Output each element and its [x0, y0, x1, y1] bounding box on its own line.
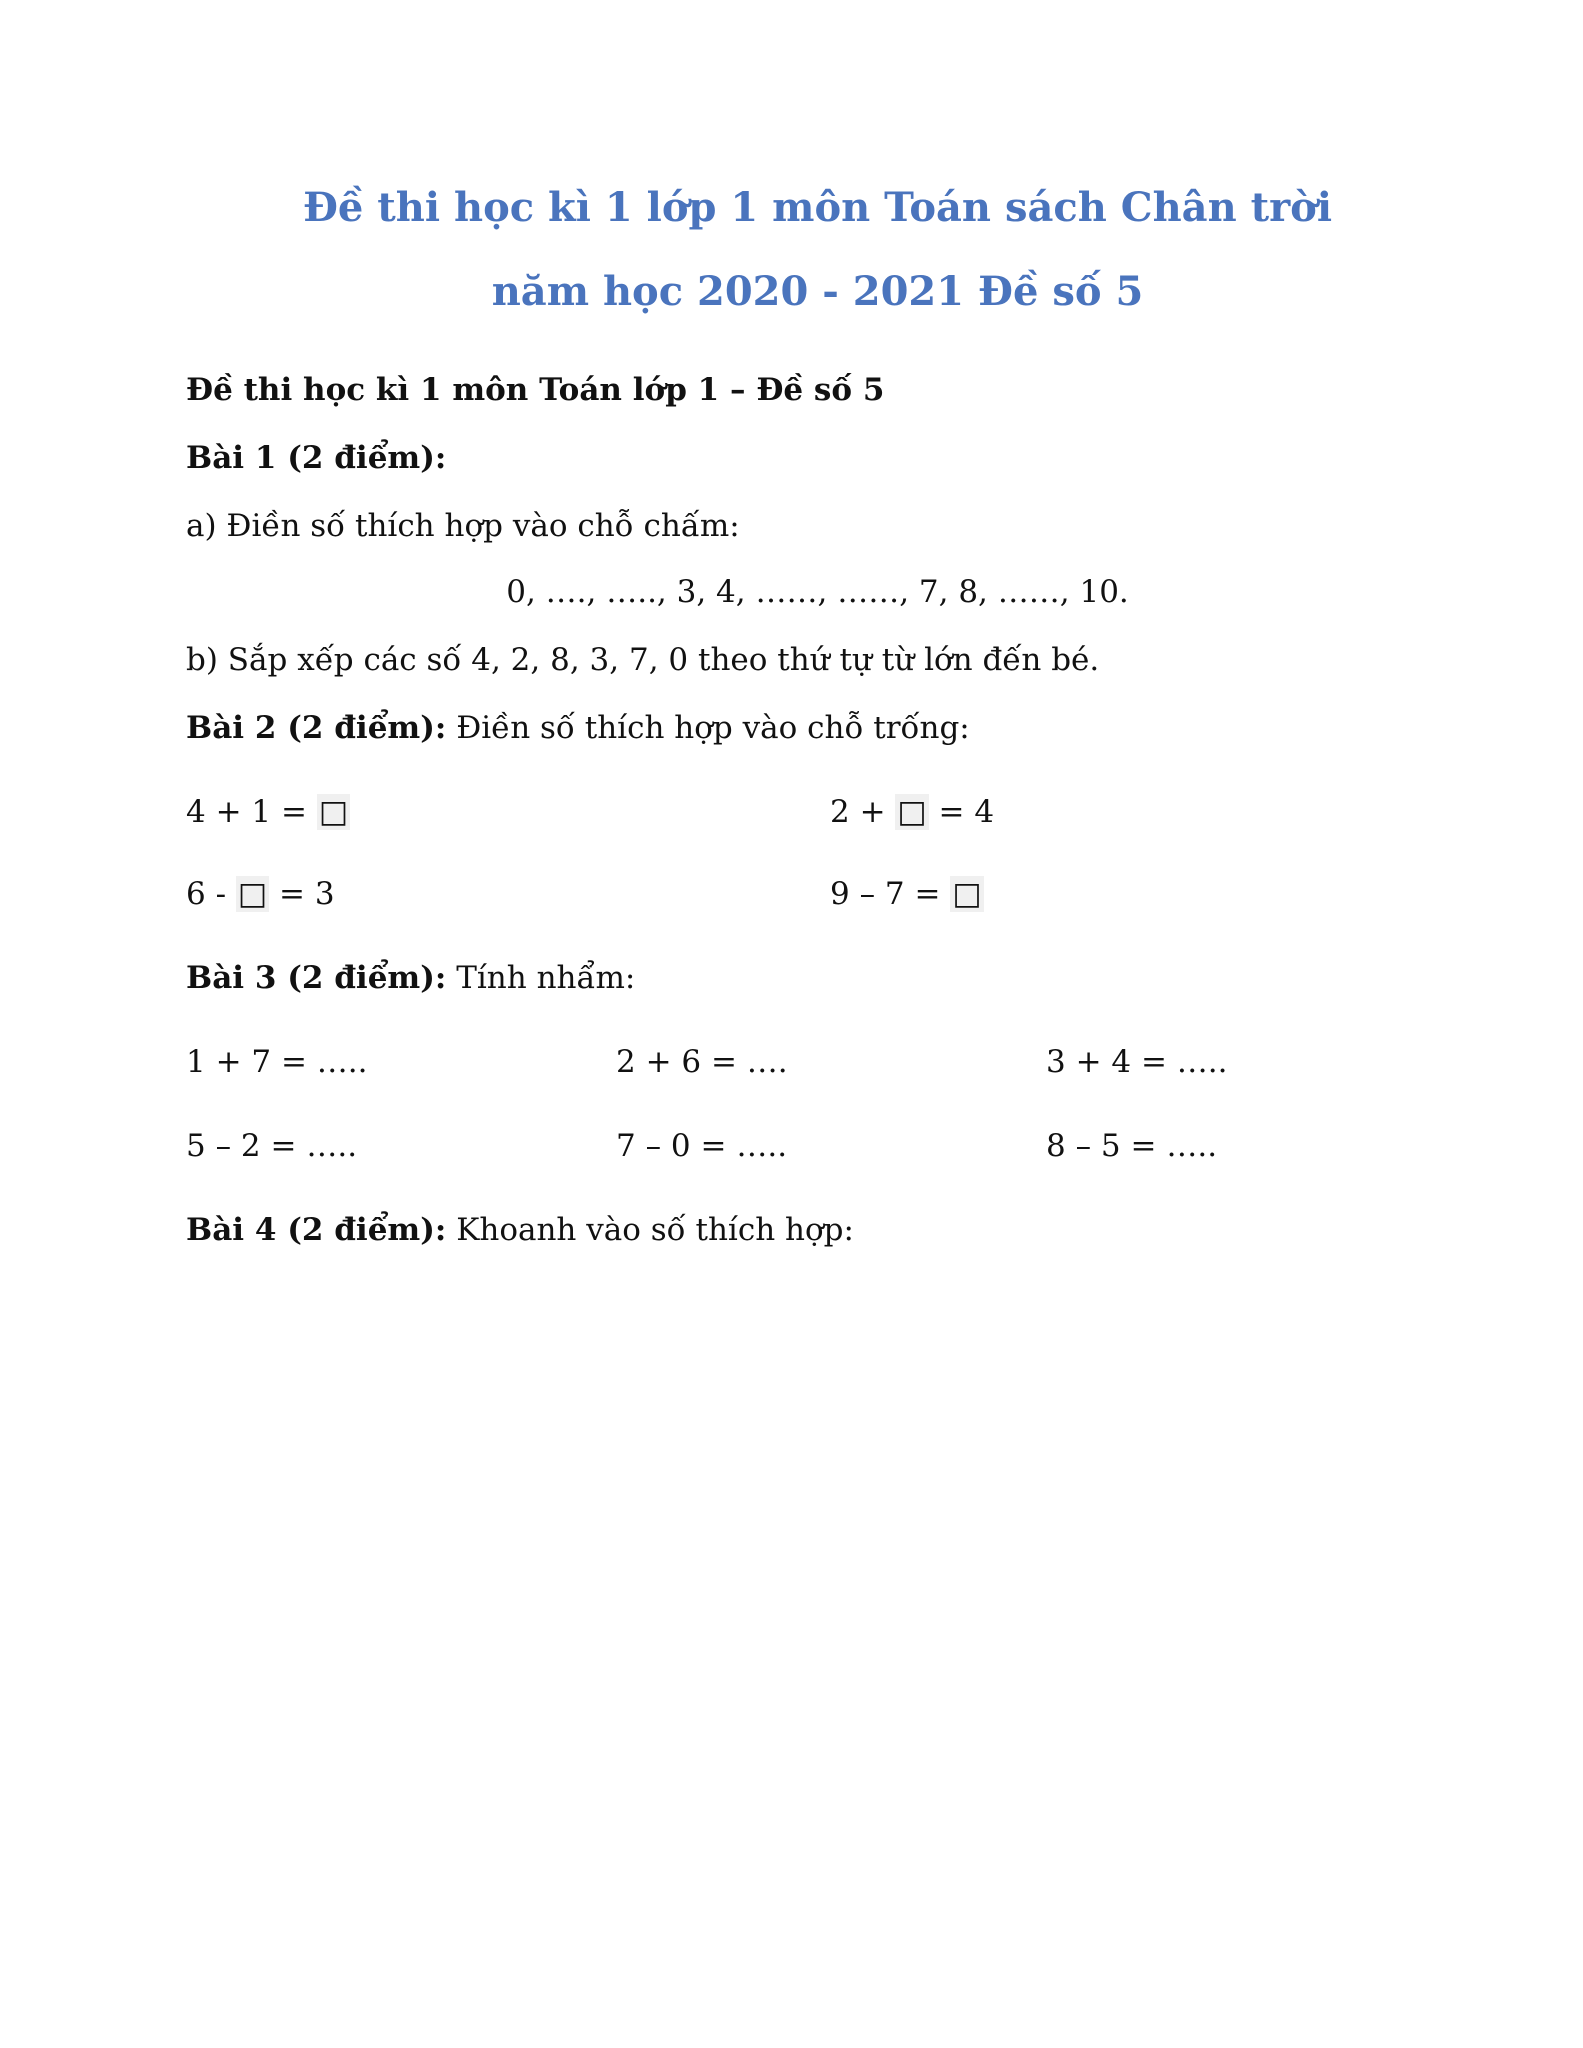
document-title-line1: Đề thi học kì 1 lớp 1 môn Toán sách Chân trời — [302, 184, 1333, 231]
equation-text: 6 - — [186, 876, 236, 912]
equation-text: = 4 — [928, 794, 995, 830]
bai2-equation-4 — [830, 876, 984, 912]
answer-box[interactable]: □ — [318, 794, 349, 830]
bai2-equation-3 — [186, 876, 335, 912]
bai2-heading: Bài 2 (2 điểm): — [186, 710, 447, 746]
exam-subtitle: Đề thi học kì 1 môn Toán lớp 1 – Đề số 5 — [186, 372, 885, 408]
bai3-item: 7 – 0 = ….. — [616, 1128, 788, 1164]
bai2-instruction — [186, 710, 970, 746]
bai1-heading: Bài 1 (2 điểm): — [186, 440, 447, 476]
bai3-item: 8 – 5 = ….. — [1046, 1128, 1218, 1164]
bai3-item: 5 – 2 = ….. — [186, 1128, 358, 1164]
bai4-text: Khoanh vào số thích hợp: — [446, 1212, 854, 1248]
equation-text: 2 + — [830, 794, 896, 830]
bai3-instruction — [186, 960, 635, 996]
bai2-text: Điền số thích hợp vào chỗ trống: — [446, 710, 970, 746]
equation-text: 4 + 1 = — [186, 794, 317, 830]
bai3-heading: Bài 3 (2 điểm): — [186, 960, 447, 996]
answer-box[interactable]: □ — [897, 794, 927, 830]
bai1-part-a: a) Điền số thích hợp vào chỗ chấm: — [186, 508, 740, 544]
bai4-heading: Bài 4 (2 điểm): — [186, 1212, 447, 1248]
bai2-equation-1 — [186, 794, 350, 830]
answer-box[interactable]: □ — [237, 876, 268, 912]
bai2-equation-2 — [830, 794, 994, 830]
bai1-sequence: 0, …., ….., 3, 4, ……, ……, 7, 8, ……, 10. — [506, 574, 1129, 610]
bai3-item: 3 + 4 = ….. — [1046, 1044, 1228, 1080]
bai3-text: Tính nhẩm: — [446, 960, 636, 996]
bai3-item: 1 + 7 = ….. — [186, 1044, 368, 1080]
bai4-instruction — [186, 1212, 854, 1248]
equation-text: = 3 — [269, 876, 335, 912]
bai3-item: 2 + 6 = …. — [616, 1044, 788, 1080]
answer-box[interactable]: □ — [952, 876, 982, 912]
bai1-part-b: b) Sắp xếp các số 4, 2, 8, 3, 7, 0 theo thứ tự từ lớn đến bé. — [186, 642, 1100, 678]
equation-text: 9 – 7 = — [830, 876, 951, 912]
document-title-line2: năm học 2020 - 2021 Đề số 5 — [491, 268, 1144, 315]
